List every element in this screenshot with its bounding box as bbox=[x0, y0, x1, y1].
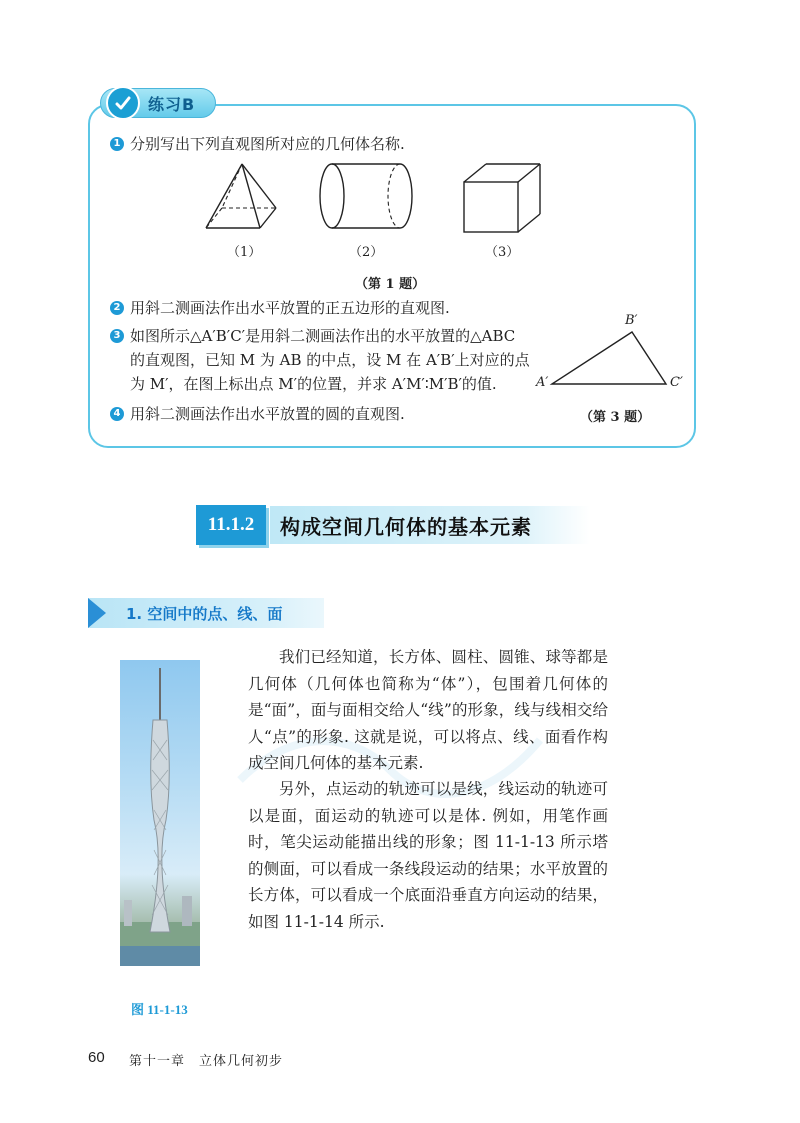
question-text: 用斜二测画法作出水平放置的正五边形的直观图. bbox=[130, 299, 450, 317]
subsection-title: 1. 空间中的点、线、面 bbox=[126, 605, 283, 623]
body-paragraph-1: 我们已经知道，长方体、圆柱、圆锥、球等都是几何体（几何体也简称为“体”），包围着几何体的是“面”，面与面相交给人“线”的形象，线与线相交给人“点”的形象. 这就是说，可以将点、线、面看作构成空间几何体的基本元素. bbox=[248, 648, 608, 772]
figure-1-caption: （第 1 题） bbox=[355, 277, 426, 292]
section-number: 11.1.2 bbox=[196, 505, 266, 545]
question-number: 4 bbox=[110, 407, 124, 421]
figure-3-caption: （第 3 题） bbox=[580, 410, 651, 425]
vertex-c-label: C′ bbox=[670, 375, 683, 390]
figure-label-3: （3） bbox=[485, 245, 520, 260]
question-3-line-3: 为 M′，在图上标出点 M′的位置，并求 A′M′∶M′B′的值. bbox=[130, 375, 497, 393]
cylinder-figure bbox=[316, 160, 416, 232]
pyramid-figure bbox=[200, 160, 280, 232]
exercise-label: 练习B bbox=[148, 95, 196, 114]
chapter-title: 第十一章 立体几何初步 bbox=[129, 1054, 284, 1069]
triangle-figure bbox=[548, 328, 672, 390]
tower-photo bbox=[120, 660, 200, 966]
question-1 bbox=[110, 133, 405, 155]
question-text: 如图所示△A′B′C′是用斜二测画法作出的水平放置的△ABC bbox=[130, 327, 516, 345]
section-title: 构成空间几何体的基本元素 bbox=[280, 515, 532, 539]
figure-label-1: （1） bbox=[227, 245, 262, 260]
body-paragraph-2: 另外，点运动的轨迹可以是线，线运动的轨迹可以是面，面运动的轨迹可以是体. 例如，用笔作画时，笔尖运动能描出线的形象；图 11-1-13 所示塔的侧面，可以看成一条线段运动的结果；水平放置的长方体，可以看成一个底面沿垂直方向运动的结果，如图 11-1-14 所示. bbox=[248, 780, 608, 931]
figure-label-2: （2） bbox=[349, 245, 384, 260]
pencil-check-icon bbox=[106, 86, 140, 120]
question-number: 2 bbox=[110, 301, 124, 315]
question-3-line-2: 的直观图，已知 M 为 AB 的中点，设 M 在 A′B′上对应的点 bbox=[130, 351, 530, 369]
cube-figure bbox=[458, 160, 544, 236]
question-4 bbox=[110, 403, 405, 425]
vertex-b-label: B′ bbox=[625, 313, 638, 328]
question-text: 用斜二测画法作出水平放置的圆的直观图. bbox=[130, 405, 405, 423]
question-text: 分别写出下列直观图所对应的几何体名称. bbox=[130, 135, 405, 153]
vertex-a-label: A′ bbox=[536, 375, 549, 390]
question-number: 1 bbox=[110, 137, 124, 151]
question-number: 3 bbox=[110, 329, 124, 343]
question-2 bbox=[110, 297, 450, 319]
arrow-icon bbox=[88, 598, 106, 628]
page-number: 60 bbox=[88, 1049, 105, 1066]
question-3-line-1 bbox=[110, 325, 515, 347]
figure-caption: 图 11-1-13 bbox=[131, 1002, 188, 1017]
